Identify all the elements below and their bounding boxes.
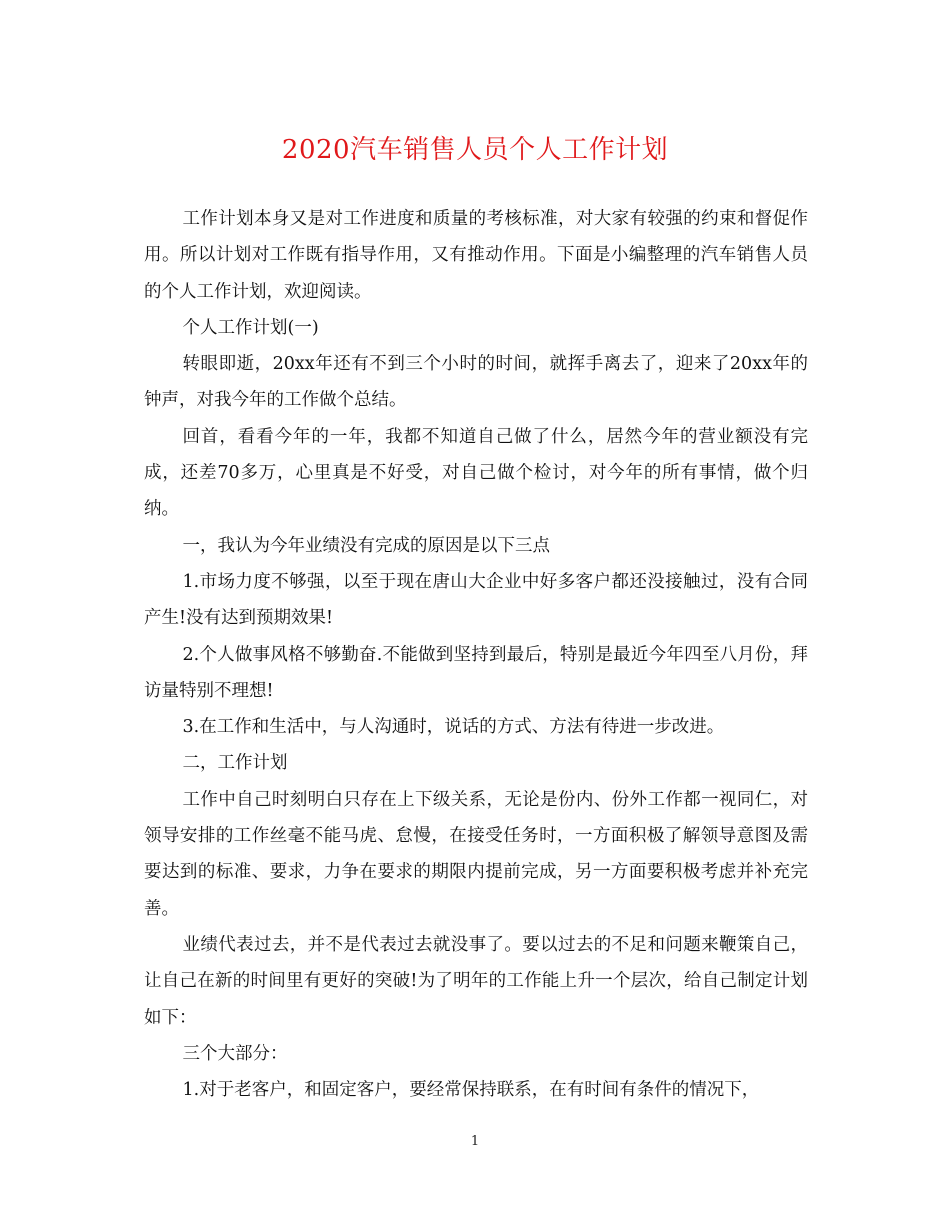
section-heading-work-plan: 二，工作计划 (182, 753, 288, 774)
paragraph: 工作中自己时刻明白只存在上下级关系，无论是份内、份外工作都一视同仁，对领导安排的工作丝毫不能马虎、怠慢，在接受任务时，一方面积极了解领导意图及需要达到的标准、要求，力争在要求的期限内提前完成，另一方面要积极考虑并补充完善。 (144, 789, 808, 919)
list-item: 3.在工作和生活中，与人沟通时，说话的方式、方法有待进一步改进。 (182, 717, 725, 738)
paragraph: 转眼即逝，20xx年还有不到三个小时的时间，就挥手离去了，迎来了20xx年的钟声，对我今年的工作做个总结。 (144, 354, 808, 411)
section-heading-reasons: 一，我认为今年业绩没有完成的原因是以下三点 (182, 535, 550, 556)
list-item: 1.市场力度不够强，以至于现在唐山大企业中好多客户都还没接触过，没有合同产生!没有达到预期效果! (144, 571, 808, 629)
paragraph-intro: 工作计划本身又是对工作进度和质量的考核标准，对大家有较强的约束和督促作用。所以计划对工作既有指导作用，又有推动作用。下面是小编整理的汽车销售人员的个人工作计划，欢迎阅读。 (144, 209, 808, 302)
document-body (144, 201, 808, 1108)
document-title: 2020汽车销售人员个人工作计划 (281, 135, 669, 165)
paragraph: 业绩代表过去，并不是代表过去就没事了。要以过去的不足和问题来鞭策自己，让自己在新的时间里有更好的突破!为了明年的工作能上升一个层次，给自己制定计划如下： (144, 934, 808, 1028)
section-heading-three-parts: 三个大部分： (182, 1043, 288, 1064)
list-item: 2.个人做事风格不够勤奋.不能做到坚持到最后，特别是最近今年四至八月份，拜访量特别不理想! (144, 644, 808, 701)
paragraph: 回首，看看今年的一年，我都不知道自己做了什么，居然今年的营业额没有完成，还差70多万，心里真是不好受，对自己做个检讨，对今年的所有事情，做个归纳。 (144, 426, 808, 520)
page-number: 1 (470, 1134, 480, 1149)
list-item: 1.对于老客户，和固定客户，要经常保持联系，在有时间有条件的情况下， (182, 1080, 760, 1101)
section-heading-plan-one: 个人工作计划(一) (182, 317, 319, 338)
